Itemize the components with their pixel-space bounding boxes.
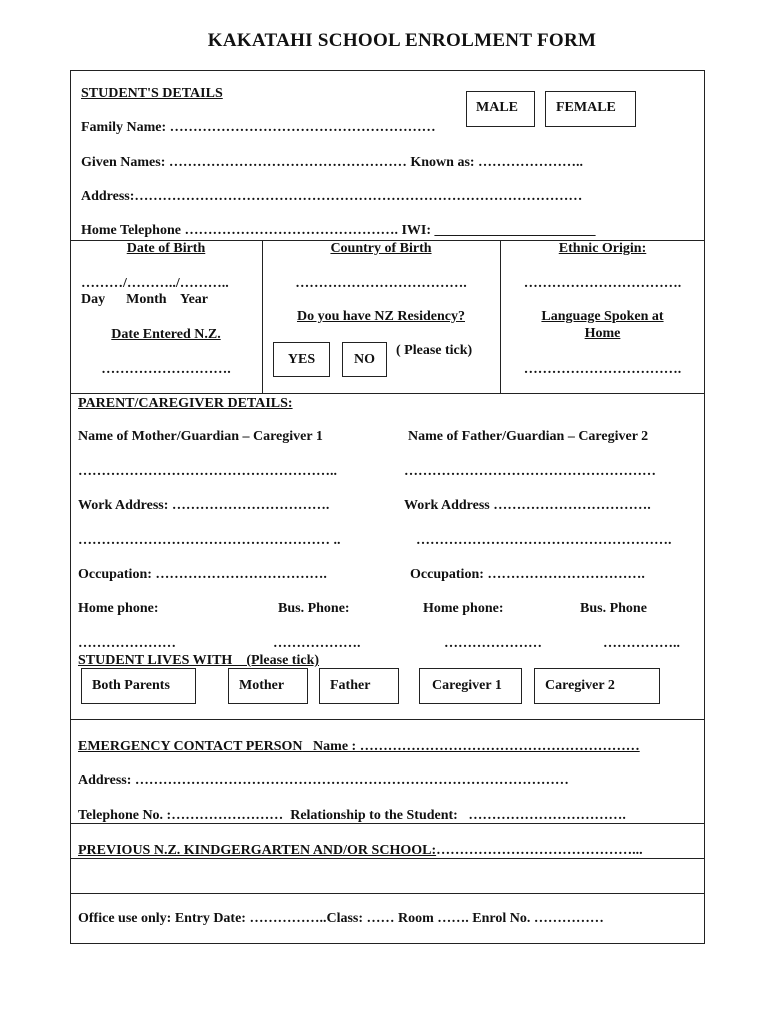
- residency-question: Do you have NZ Residency?: [296, 309, 465, 324]
- dob-parts-label: Day Month Year: [81, 292, 209, 307]
- lives-with-father-checkbox[interactable]: [319, 668, 399, 704]
- residency-no-checkbox[interactable]: [342, 342, 387, 377]
- cob-field[interactable]: ……………………………….: [295, 276, 467, 291]
- student-details-heading: STUDENT'S DETAILS: [81, 86, 223, 101]
- caregiver1-name-label: Name of Mother/Guardian – Caregiver 1: [78, 429, 323, 444]
- yes-label: YES: [287, 351, 316, 367]
- home-telephone-field[interactable]: Home Telephone ………………………………………. IWI: _______________________: [81, 223, 596, 238]
- divider-parent-bottom: [70, 719, 705, 720]
- caregiver2-name-label: Name of Father/Guardian – Caregiver 2: [408, 429, 649, 444]
- caregiver2-work-address-field[interactable]: Work Address …………………………….: [404, 498, 651, 513]
- caregiver2-bus-phone-field[interactable]: ……………..: [603, 636, 680, 651]
- emergency-contact-row: [78, 739, 640, 755]
- caregiver1-occupation-field[interactable]: Occupation: ……………………………….: [78, 567, 327, 582]
- caregiver1-work-address-line2[interactable]: ……………………………………………… ..: [78, 533, 341, 548]
- form-title: KAKATAHI SCHOOL ENROLMENT FORM: [207, 30, 597, 51]
- caregiver2-label: Caregiver 2: [545, 678, 615, 693]
- male-label: MALE: [476, 100, 518, 115]
- caregiver1-bus-phone-label: Bus. Phone:: [278, 601, 350, 616]
- residency-yes-checkbox[interactable]: [273, 342, 330, 377]
- female-checkbox[interactable]: [545, 91, 636, 127]
- previous-school-heading: PREVIOUS N.Z. KINDGERGARTEN AND/OR SCHOOL:: [78, 843, 437, 858]
- date-entered-field[interactable]: ……………………….: [101, 362, 231, 377]
- divider-birth-bottom: [70, 393, 705, 394]
- ethnic-heading: Ethnic Origin:: [558, 241, 647, 256]
- language-field[interactable]: …………………………….: [523, 362, 682, 377]
- lives-with-both-parents-checkbox[interactable]: [81, 668, 196, 704]
- caregiver1-home-phone-label: Home phone:: [78, 601, 159, 616]
- caregiver1-name-field[interactable]: ………………………………………………..: [78, 464, 337, 479]
- caregiver1-bus-phone-field[interactable]: ……………….: [273, 636, 361, 651]
- date-entered-heading: Date Entered N.Z.: [111, 327, 221, 342]
- lives-with-caregiver2-checkbox[interactable]: [534, 668, 660, 704]
- parent-details-heading: PARENT/CAREGIVER DETAILS:: [78, 396, 293, 411]
- dob-heading: Date of Birth: [126, 241, 206, 256]
- emergency-heading: EMERGENCY CONTACT PERSON: [78, 739, 303, 754]
- given-names-field[interactable]: Given Names: …………………………………………… Known as: …………………..: [81, 155, 584, 170]
- cob-heading: Country of Birth: [330, 241, 432, 256]
- emergency-telephone-field[interactable]: Telephone No. :…………………… Relationship to the Student: …………………………….: [78, 808, 626, 823]
- caregiver1-label: Caregiver 1: [432, 678, 502, 693]
- caregiver1-home-phone-field[interactable]: …………………: [78, 636, 176, 651]
- caregiver1-work-address-field[interactable]: Work Address: …………………………….: [78, 498, 330, 513]
- ethnic-field[interactable]: …………………………….: [523, 276, 682, 291]
- please-tick-note: ( Please tick): [396, 343, 473, 358]
- caregiver2-work-address-line2[interactable]: ……………………………………………….: [416, 533, 672, 548]
- caregiver2-name-field[interactable]: ………………………………………………: [404, 464, 656, 479]
- lives-with-mother-checkbox[interactable]: [228, 668, 308, 704]
- previous-school-field[interactable]: ……………………………………...: [436, 843, 643, 858]
- address-field[interactable]: Address:……………………………………………………………………………………: [81, 189, 583, 204]
- divider-blank-bottom: [70, 893, 705, 894]
- no-label: NO: [354, 351, 375, 367]
- family-name-field[interactable]: Family Name: …………………………………………………: [81, 120, 436, 135]
- caregiver2-bus-phone-label: Bus. Phone: [580, 601, 647, 616]
- caregiver2-occupation-field[interactable]: Occupation: …………………………….: [410, 567, 645, 582]
- father-label: Father: [330, 678, 371, 693]
- male-checkbox[interactable]: [466, 91, 535, 127]
- language-heading-line1: Language Spoken at: [541, 309, 664, 324]
- previous-school-row: [78, 843, 643, 859]
- office-use-line: Office use only: Entry Date: ……………..Class: …… Room ……. Enrol No. ……………: [78, 911, 604, 926]
- both-parents-label: Both Parents: [92, 678, 170, 693]
- dob-field[interactable]: ………/………../………..: [81, 276, 229, 291]
- caregiver2-home-phone-label: Home phone:: [423, 601, 504, 616]
- language-heading-line2: Home: [584, 326, 621, 341]
- mother-label: Mother: [239, 678, 285, 693]
- female-label: FEMALE: [556, 100, 616, 115]
- emergency-name-field[interactable]: Name : ……………………………………………………: [302, 739, 640, 754]
- lives-with-caregiver1-checkbox[interactable]: [419, 668, 522, 704]
- emergency-address-field[interactable]: Address: …………………………………………………………………………………: [78, 773, 569, 788]
- caregiver2-home-phone-field[interactable]: …………………: [444, 636, 542, 651]
- lives-with-heading: STUDENT LIVES WITH (Please tick): [78, 653, 320, 668]
